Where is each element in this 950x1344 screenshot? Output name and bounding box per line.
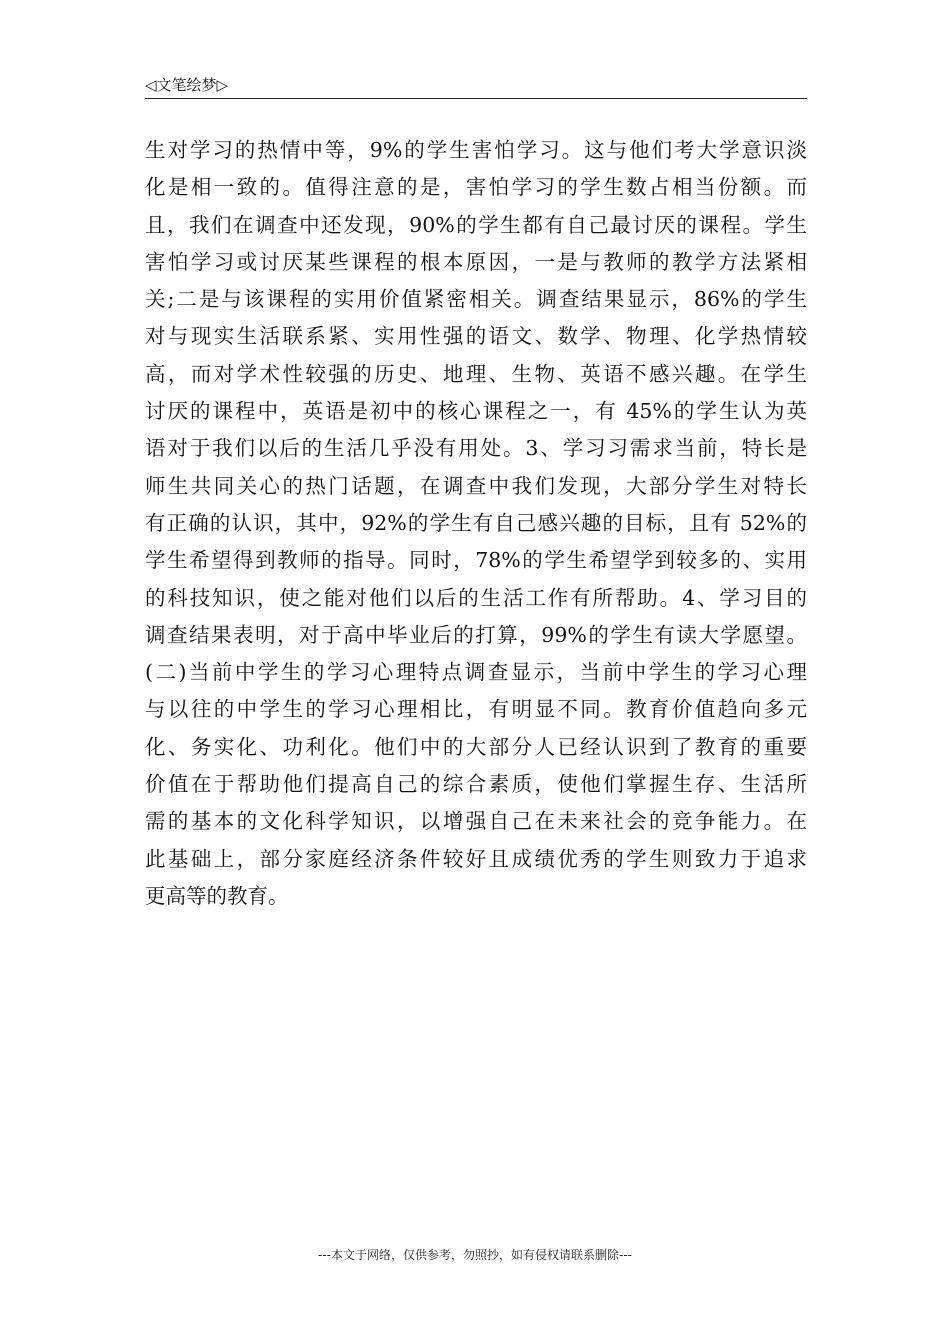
footer-notice: ---本文于网络，仅供参考，勿照抄，如有侵权请联系删除--- <box>318 1248 632 1262</box>
text-line: 高，而对学术性较强的历史、地理、生物、英语不感兴趣。在学生 <box>145 361 807 386</box>
text-line: 师生共同关心的热门话题，在调查中我们发现，大部分学生对特长 <box>145 473 807 498</box>
text-line: 学生希望得到教师的指导。同时，78%的学生希望学到较多的、实用 <box>145 548 807 573</box>
text-line: 害怕学习或讨厌某些课程的根本原因，一是与教师的教学方法紧相 <box>145 249 807 274</box>
body-text <box>145 132 807 915</box>
text-line: 调查结果表明，对于高中毕业后的打算，99%的学生有读大学愿望。 <box>145 622 807 647</box>
text-line: 讨厌的课程中，英语是初中的核心课程之一，有 45%的学生认为英 <box>145 399 807 424</box>
text-line: 化是相一致的。值得注意的是，害怕学习的学生数占相当份额。而 <box>145 175 807 200</box>
text-line: 关;二是与该课程的实用价值紧密相关。调查结果显示，86%的学生 <box>145 287 807 312</box>
text-line: 此基础上，部分家庭经济条件较好且成绩优秀的学生则致力于追求 <box>145 846 807 871</box>
text-line: 对与现实生活联系紧、实用性强的语文、数学、物理、化学热情较 <box>145 324 807 349</box>
text-line: 与以往的中学生的学习心理相比，有明显不同。教育价值趋向多元 <box>145 697 807 722</box>
header-title: ◁文笔绘梦▷ <box>145 76 229 94</box>
text-line: 且，我们在调查中还发现，90%的学生都有自己最讨厌的课程。学生 <box>145 212 807 237</box>
text-line: 有正确的认识，其中，92%的学生有自己感兴趣的目标，且有 52%的 <box>145 510 807 535</box>
text-line: 更高等的教育。 <box>145 883 289 908</box>
page-header <box>145 72 807 99</box>
text-line: 的科技知识，使之能对他们以后的生活工作有所帮助。4、学习目的 <box>145 585 807 610</box>
text-line: (二)当前中学生的学习心理特点调查显示，当前中学生的学习心理 <box>145 660 807 685</box>
text-line: 生对学习的热情中等，9%的学生害怕学习。这与他们考大学意识淡 <box>145 138 807 162</box>
text-line: 语对于我们以后的生活几乎没有用处。3、学习习需求当前，特长是 <box>145 436 807 461</box>
text-line: 需的基本的文化科学知识，以增强自己在未来社会的竞争能力。在 <box>145 809 807 834</box>
text-line: 化、务实化、功利化。他们中的大部分人已经认识到了教育的重要 <box>145 734 807 759</box>
text-line: 价值在于帮助他们提高自己的综合素质，使他们掌握生存、生活所 <box>145 772 807 797</box>
page-footer <box>0 1246 950 1264</box>
